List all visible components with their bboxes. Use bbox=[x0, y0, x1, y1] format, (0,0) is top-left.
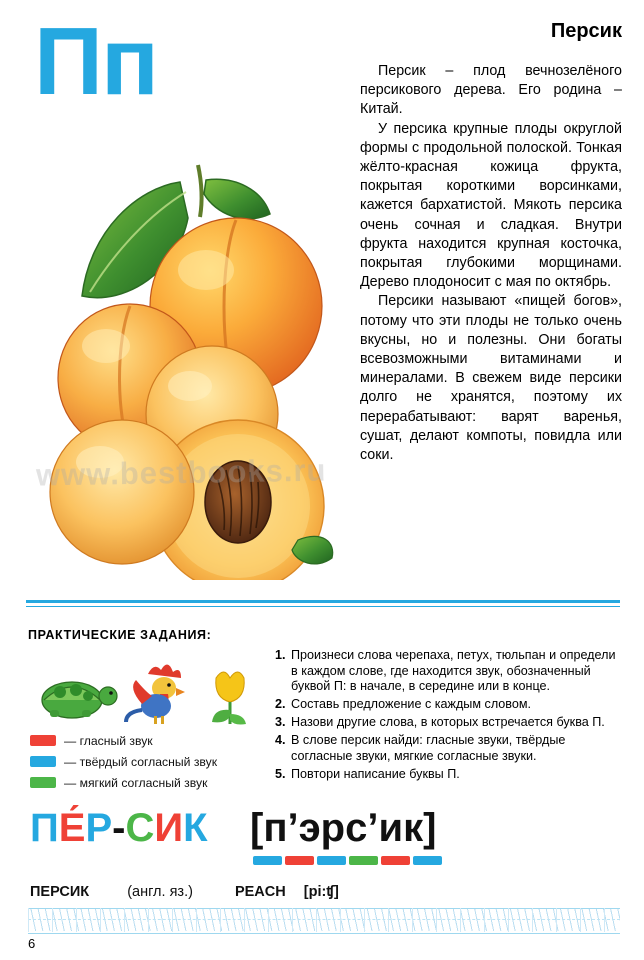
practice-tick bbox=[532, 908, 533, 932]
task-item: 5. Повтори написание буквы П. bbox=[289, 767, 622, 783]
letter-heading: Пп bbox=[34, 8, 157, 115]
sound-box bbox=[317, 856, 346, 865]
sound-box bbox=[285, 856, 314, 865]
translation-language-note: (англ. яз.) bbox=[127, 884, 193, 900]
handwriting-practice-lines bbox=[28, 908, 620, 934]
practice-tick bbox=[28, 908, 29, 932]
practice-tick bbox=[52, 908, 53, 932]
translation-russian: ПЕРСИК bbox=[30, 884, 90, 900]
practice-tick bbox=[148, 908, 149, 932]
transcription: [п’эрс’ик] bbox=[250, 806, 437, 850]
tulip-icon bbox=[212, 672, 246, 725]
legend-swatch-blue bbox=[30, 756, 56, 767]
practice-tick bbox=[340, 908, 341, 932]
practice-tick bbox=[100, 908, 101, 932]
sound-box bbox=[413, 856, 442, 865]
syllable-letter: К bbox=[183, 806, 208, 850]
sound-box bbox=[381, 856, 410, 865]
task-item: 4. В слове персик найди: гласные звуки, твёрдые согласные звуки, мягкие согласные звуки. bbox=[289, 733, 622, 764]
syllable-letter: И bbox=[154, 806, 184, 850]
sound-box bbox=[349, 856, 378, 865]
practice-tick bbox=[364, 908, 365, 932]
practice-tick bbox=[292, 908, 293, 932]
practice-tick bbox=[172, 908, 173, 932]
practice-tick bbox=[316, 908, 317, 932]
task-pictures bbox=[30, 648, 260, 726]
task-item: 1. Произнеси слова черепаха, петух, тюльпан и определи в каждом слове, где находится звук, обозначенный буквой П: в начале, в середине или в конце. bbox=[289, 648, 622, 695]
practice-tick bbox=[460, 908, 461, 932]
practice-ticks bbox=[28, 908, 620, 932]
practice-tick bbox=[124, 908, 125, 932]
practice-tick bbox=[412, 908, 413, 932]
practice-tick bbox=[580, 908, 581, 932]
legend-swatch-green bbox=[30, 777, 56, 788]
page-title: Персик bbox=[550, 20, 622, 42]
legend-item-vowel bbox=[30, 730, 260, 751]
syllable-letter: ́Р bbox=[85, 806, 113, 850]
syllable-letter: С bbox=[125, 806, 155, 850]
legend-label: — твёрдый согласный звук bbox=[64, 754, 218, 769]
syllable-letter: П bbox=[30, 806, 59, 850]
practice-tick bbox=[556, 908, 557, 932]
practice-tick bbox=[268, 908, 269, 932]
tasks-list bbox=[272, 648, 622, 785]
practice-tick bbox=[484, 908, 485, 932]
translation-row bbox=[30, 884, 610, 900]
turtle-icon bbox=[42, 682, 117, 718]
task-item: 3. Назови другие слова, в которых встречается буква П. bbox=[289, 715, 622, 731]
task-item: 2. Составь предложение с каждым словом. bbox=[289, 697, 622, 713]
peach-illustration bbox=[30, 110, 340, 580]
practice-tick bbox=[436, 908, 437, 932]
practical-tasks-heading: ПРАКТИЧЕСКИЕ ЗАДАНИЯ: bbox=[28, 628, 212, 642]
watermark: www.bestbooks.ru bbox=[35, 452, 327, 493]
rooster-icon bbox=[126, 664, 185, 724]
practice-tick bbox=[244, 908, 245, 932]
translation-english: PEACH bbox=[234, 884, 286, 900]
legend-label: — гласный звук bbox=[64, 733, 153, 748]
legend-swatch-red bbox=[30, 735, 56, 746]
sound-scheme bbox=[253, 856, 442, 865]
section-divider-thin bbox=[26, 606, 620, 607]
sound-box bbox=[253, 856, 282, 865]
article-paragraph: Персики называют «пищей богов», потому что эти плоды не только очень вкусны, но и полезны. Они богаты всевозможными витаминами и минералами. В свежем виде персики долго не хранятся, поэтому их перерабатывают: варят варенья, сушат, делают компоты, повидла или соки. bbox=[360, 293, 622, 464]
practice-tick bbox=[196, 908, 197, 932]
legend-item-hard-consonant bbox=[30, 751, 260, 772]
article-text bbox=[360, 62, 622, 465]
legend-label: — мягкий согласный звук bbox=[64, 775, 208, 790]
article-paragraph: Персик – плод вечнозелёного персикового дерева. Его родина – Китай. bbox=[360, 63, 622, 118]
page-number: 6 bbox=[28, 936, 36, 951]
syllable-hyphen: - bbox=[112, 806, 126, 850]
sound-legend bbox=[30, 730, 260, 793]
syllable-letter: Е bbox=[58, 806, 86, 850]
syllable-word bbox=[30, 806, 208, 850]
practice-tick bbox=[604, 908, 605, 932]
practice-tick bbox=[388, 908, 389, 932]
article-paragraph: У персика крупные плоды округлой формы с продольной полоской. Тонкая жёлто-красная кожица фрукта, покрытая короткими ворсинками, кажется бархатистой. Мякоть персика очень сочная и сладкая. Внутри фрукта находится крупная косточка, покрытая глубокими морщинами. Дерево плодоносит с мая по октябрь. bbox=[360, 120, 622, 291]
legend-item-soft-consonant bbox=[30, 772, 260, 793]
peaches-svg bbox=[30, 110, 340, 580]
section-divider bbox=[26, 600, 620, 603]
translation-ipa: [pi:ʧ] bbox=[303, 884, 339, 900]
practice-tick bbox=[220, 908, 221, 932]
practice-tick bbox=[76, 908, 77, 932]
practice-tick bbox=[508, 908, 509, 932]
